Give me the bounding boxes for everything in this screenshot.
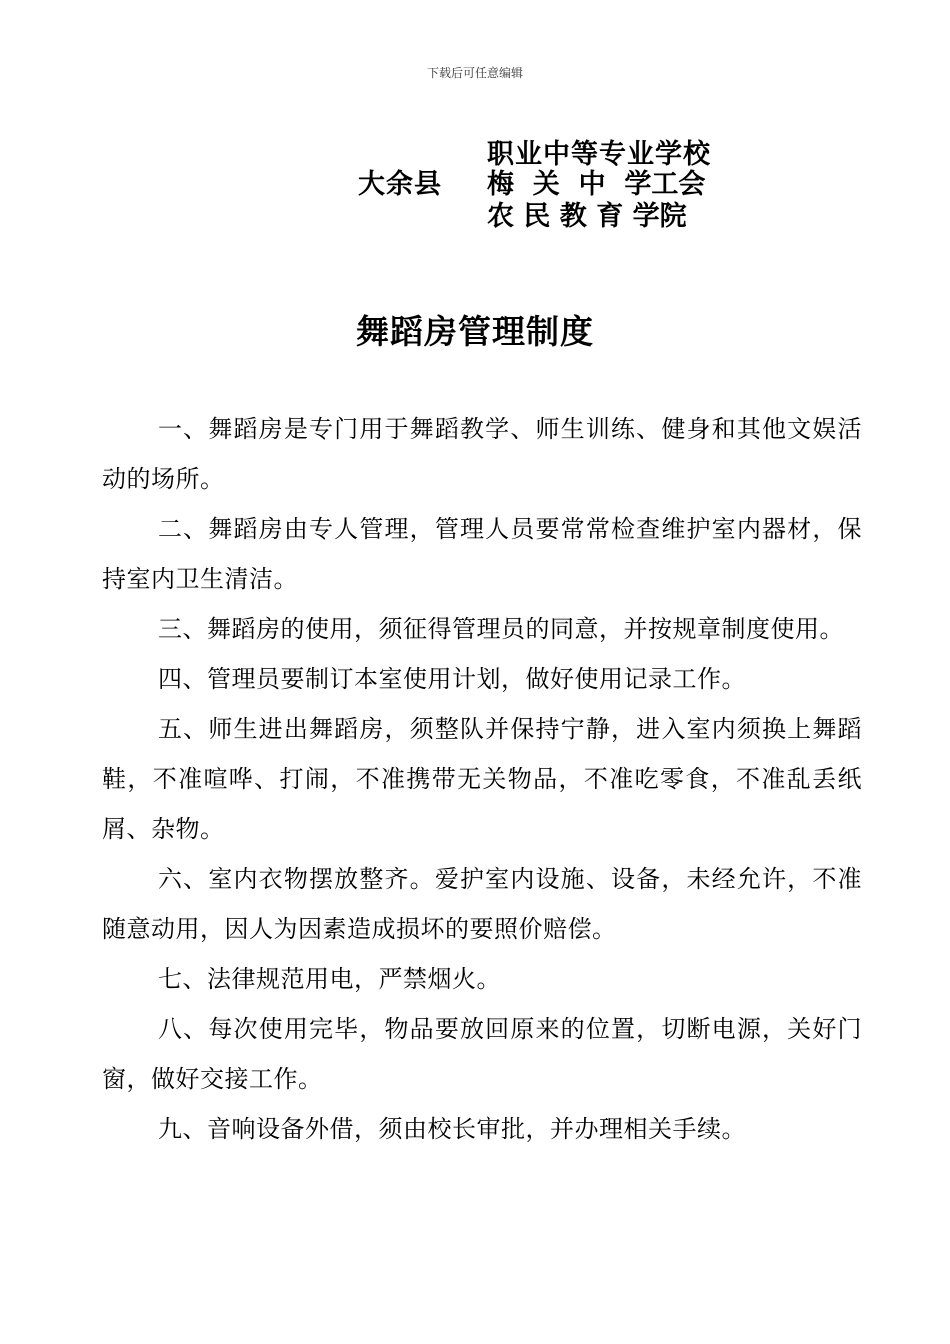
organization-header [0,132,950,232]
org-line-vocational-school: 职业中等专业学校 [487,139,711,170]
rule-paragraph-2: 二、舞蹈房由专人管理，管理人员要常常检查维护室内器材，保持室内卫生清洁。 [102,515,862,593]
org-line-meiguan-union: 梅 关 中 学工会 [487,169,706,200]
rules-body [102,404,862,1154]
rule-paragraph-8: 八、每次使用完毕，物品要放回原来的位置，切断电源，关好门窗，做好交接工作。 [102,1015,862,1093]
rule-paragraph-9: 九、音响设备外借，须由校长审批，并办理相关手续。 [158,1115,746,1143]
page-header-note: 下载后可任意编辑 [426,66,523,80]
document-title: 舞蹈房管理制度 [356,312,594,351]
rule-paragraph-7: 七、法律规范用电，严禁烟火。 [158,965,501,993]
rule-paragraph-6: 六、室内衣物摆放整齐。爱护室内设施、设备，未经允许，不准随意动用，因人为因素造成损坏的要照价赔偿。 [102,865,862,943]
rule-paragraph-3: 三、舞蹈房的使用，须征得管理员的同意，并按规章制度使用。 [158,615,844,643]
county-name: 大余县 [358,169,442,200]
org-line-farmer-education: 农 民 教 育 学院 [487,201,687,232]
rule-paragraph-5: 五、师生进出舞蹈房，须整队并保持宁静，进入室内须换上舞蹈鞋，不准喧哗、打闹，不准携带无关物品，不准吃零食，不准乱丢纸屑、杂物。 [102,715,862,843]
rule-paragraph-1: 一、舞蹈房是专门用于舞蹈教学、师生训练、健身和其他文娱活动的场所。 [102,415,862,493]
rule-paragraph-4: 四、管理员要制订本室使用计划，做好使用记录工作。 [158,665,746,693]
